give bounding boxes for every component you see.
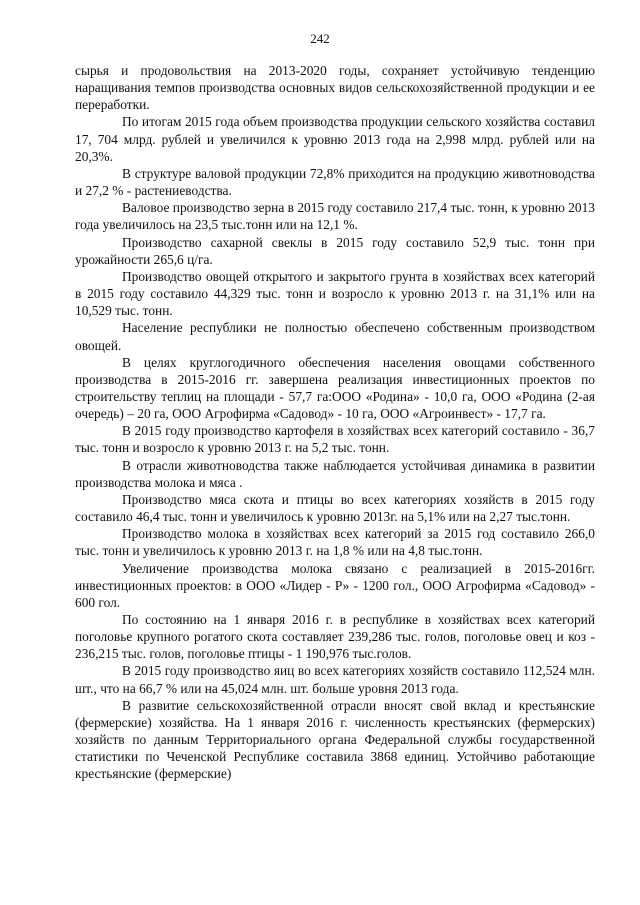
paragraph: Валовое производство зерна в 2015 году составило 217,4 тыс. тонн, к уровню 2013 года увеличилось на 23,5 тыс.тонн или на 12,1 %. — [75, 200, 595, 233]
paragraph: Производство мяса скота и птицы во всех категориях хозяйств в 2015 году составило 46,4 тыс. тонн и увеличилось к уровню 2013г. на 5,1% или на 2,27 тыс.тонн. — [75, 491, 595, 525]
paragraph: В отрасли животноводства также наблюдается устойчивая динамика в развитии производства молока и мяса . — [75, 457, 595, 490]
paragraph: В 2015 году производство яиц во всех категориях хозяйств составило 112,524 млн. шт., что на 66,7 % или на 45,024 млн. шт. больше уровня 2013 года. — [75, 663, 595, 696]
paragraph: Производство овощей открытого и закрытого грунта в хозяйствах всех категорий в 2015 году составило 44,329 тыс. тонн и возросло к уровню 2013 г. на 31,1% или на 10,529 тыс. тонн. — [75, 268, 595, 319]
paragraph: Производство молока в хозяйствах всех категорий за 2015 год составило 266,0 тыс. тонн и увеличилось к уровню 2013 г. на 1,8 % или на 4,8 тыс.тонн. — [75, 526, 595, 559]
paragraph: По состоянию на 1 января 2016 г. в республике в хозяйствах всех категорий поголовье крупного рогатого скота составляет 239,286 тыс. голов, поголовье овец и коз - 236,215 тыс. голов, поголовье птицы - 1 190,976 тыс.голов. — [75, 612, 595, 662]
paragraph: сырья и продовольствия на 2013-2020 годы, сохраняет устойчивую тенденцию наращивания темпов производства основных видов сельскохозяйственной продукции и ее переработки. — [75, 63, 595, 113]
paragraph: Производство сахарной свеклы в 2015 году составило 52,9 тыс. тонн при урожайности 265,6 ц/га. — [75, 234, 595, 267]
paragraph: Население республики не полностью обеспечено собственным производством овощей. — [75, 320, 595, 353]
paragraph: В структуре валовой продукции 72,8% приходится на продукцию животноводства и 27,2 % - растениеводства. — [75, 165, 595, 199]
page-number: 242 — [310, 31, 330, 46]
paragraph: В 2015 году производство картофеля в хозяйствах всех категорий составило - 36,7 тыс. тонн и возросло к уровню 2013 г. на 5,2 тыс. тонн. — [75, 423, 595, 456]
paragraph: В целях круглогодичного обеспечения населения овощами собственного производства в 2015-2016 гг. завершена реализация инвестиционных проектов по строительству теплиц на площади - 57,7 га:ООО «Родина» - 10,0 га, ООО «Родина (2-ая очередь) – 20 га, ООО Агрофирма «Садовод» - 10 га, ООО «Агроинвест» - 17,7 га. — [75, 354, 595, 422]
document-body — [75, 62, 595, 783]
paragraph: В развитие сельскохозяйственной отрасли вносят свой вклад и крестьянские (фермерские) хозяйства. На 1 января 2016 г. численность крестьянских (фермерских) хозяйств по данным Территориального органа Федеральной службы государственной статистики по Чеченской Республике составила 3868 единиц. Устойчиво работающие крестьянские (фермерские) — [75, 697, 595, 782]
paragraph: Увеличение производства молока связано с реализацией в 2015-2016гг. инвестиционных проектов: в ООО «Лидер - Р» - 1200 гол., ООО Агрофирма «Садовод» - 600 гол. — [75, 560, 595, 610]
paragraph: По итогам 2015 года объем производства продукции сельского хозяйства составил 17, 704 млрд. рублей и увеличился к уровню 2013 года на 2,998 млрд. рублей или на 20,3%. — [75, 114, 595, 164]
